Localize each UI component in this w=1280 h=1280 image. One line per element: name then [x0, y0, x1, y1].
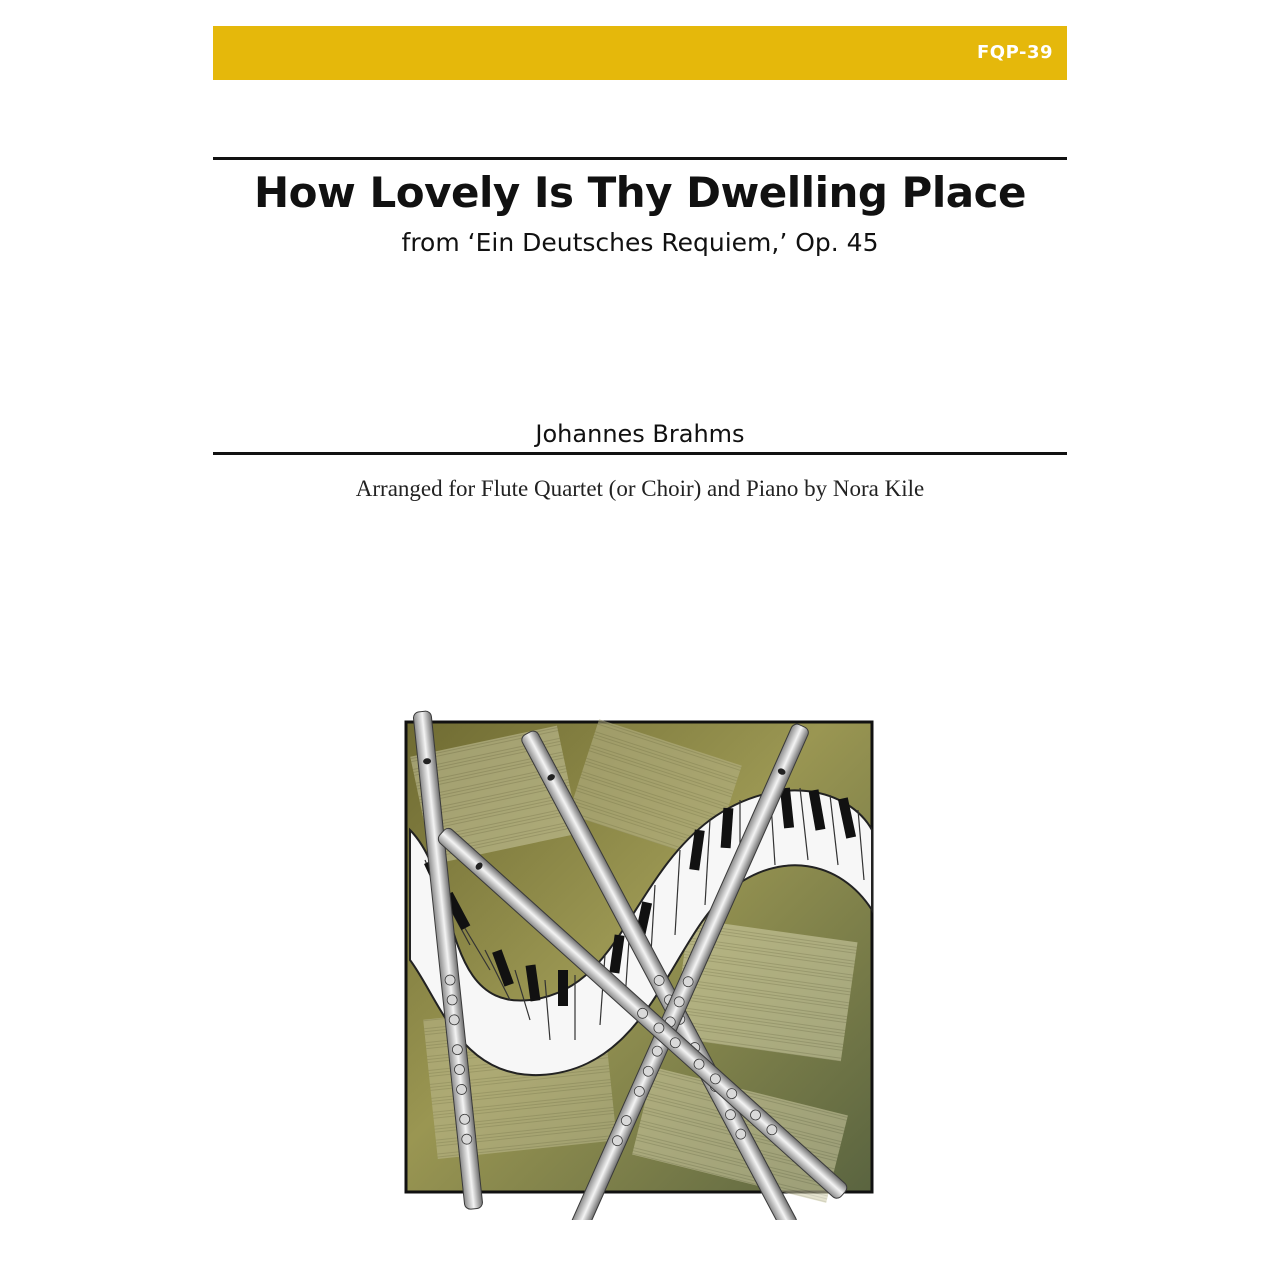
- composer-divider: [213, 452, 1067, 455]
- page-title: How Lovely Is Thy Dwelling Place: [254, 168, 1026, 217]
- top-divider: [213, 157, 1067, 160]
- arrangement-credit: Arranged for Flute Quartet (or Choir) and Piano by Nora Kile: [355, 476, 925, 501]
- cover-artwork-svg: [380, 680, 900, 1220]
- page-subtitle: from ‘Ein Deutsches Requiem,’ Op. 45: [401, 228, 879, 257]
- composer-name: Johannes Brahms: [535, 420, 745, 448]
- cover-artwork: [380, 680, 900, 1220]
- header-band: [213, 26, 1067, 80]
- catalog-code: FQP-39: [977, 42, 1053, 63]
